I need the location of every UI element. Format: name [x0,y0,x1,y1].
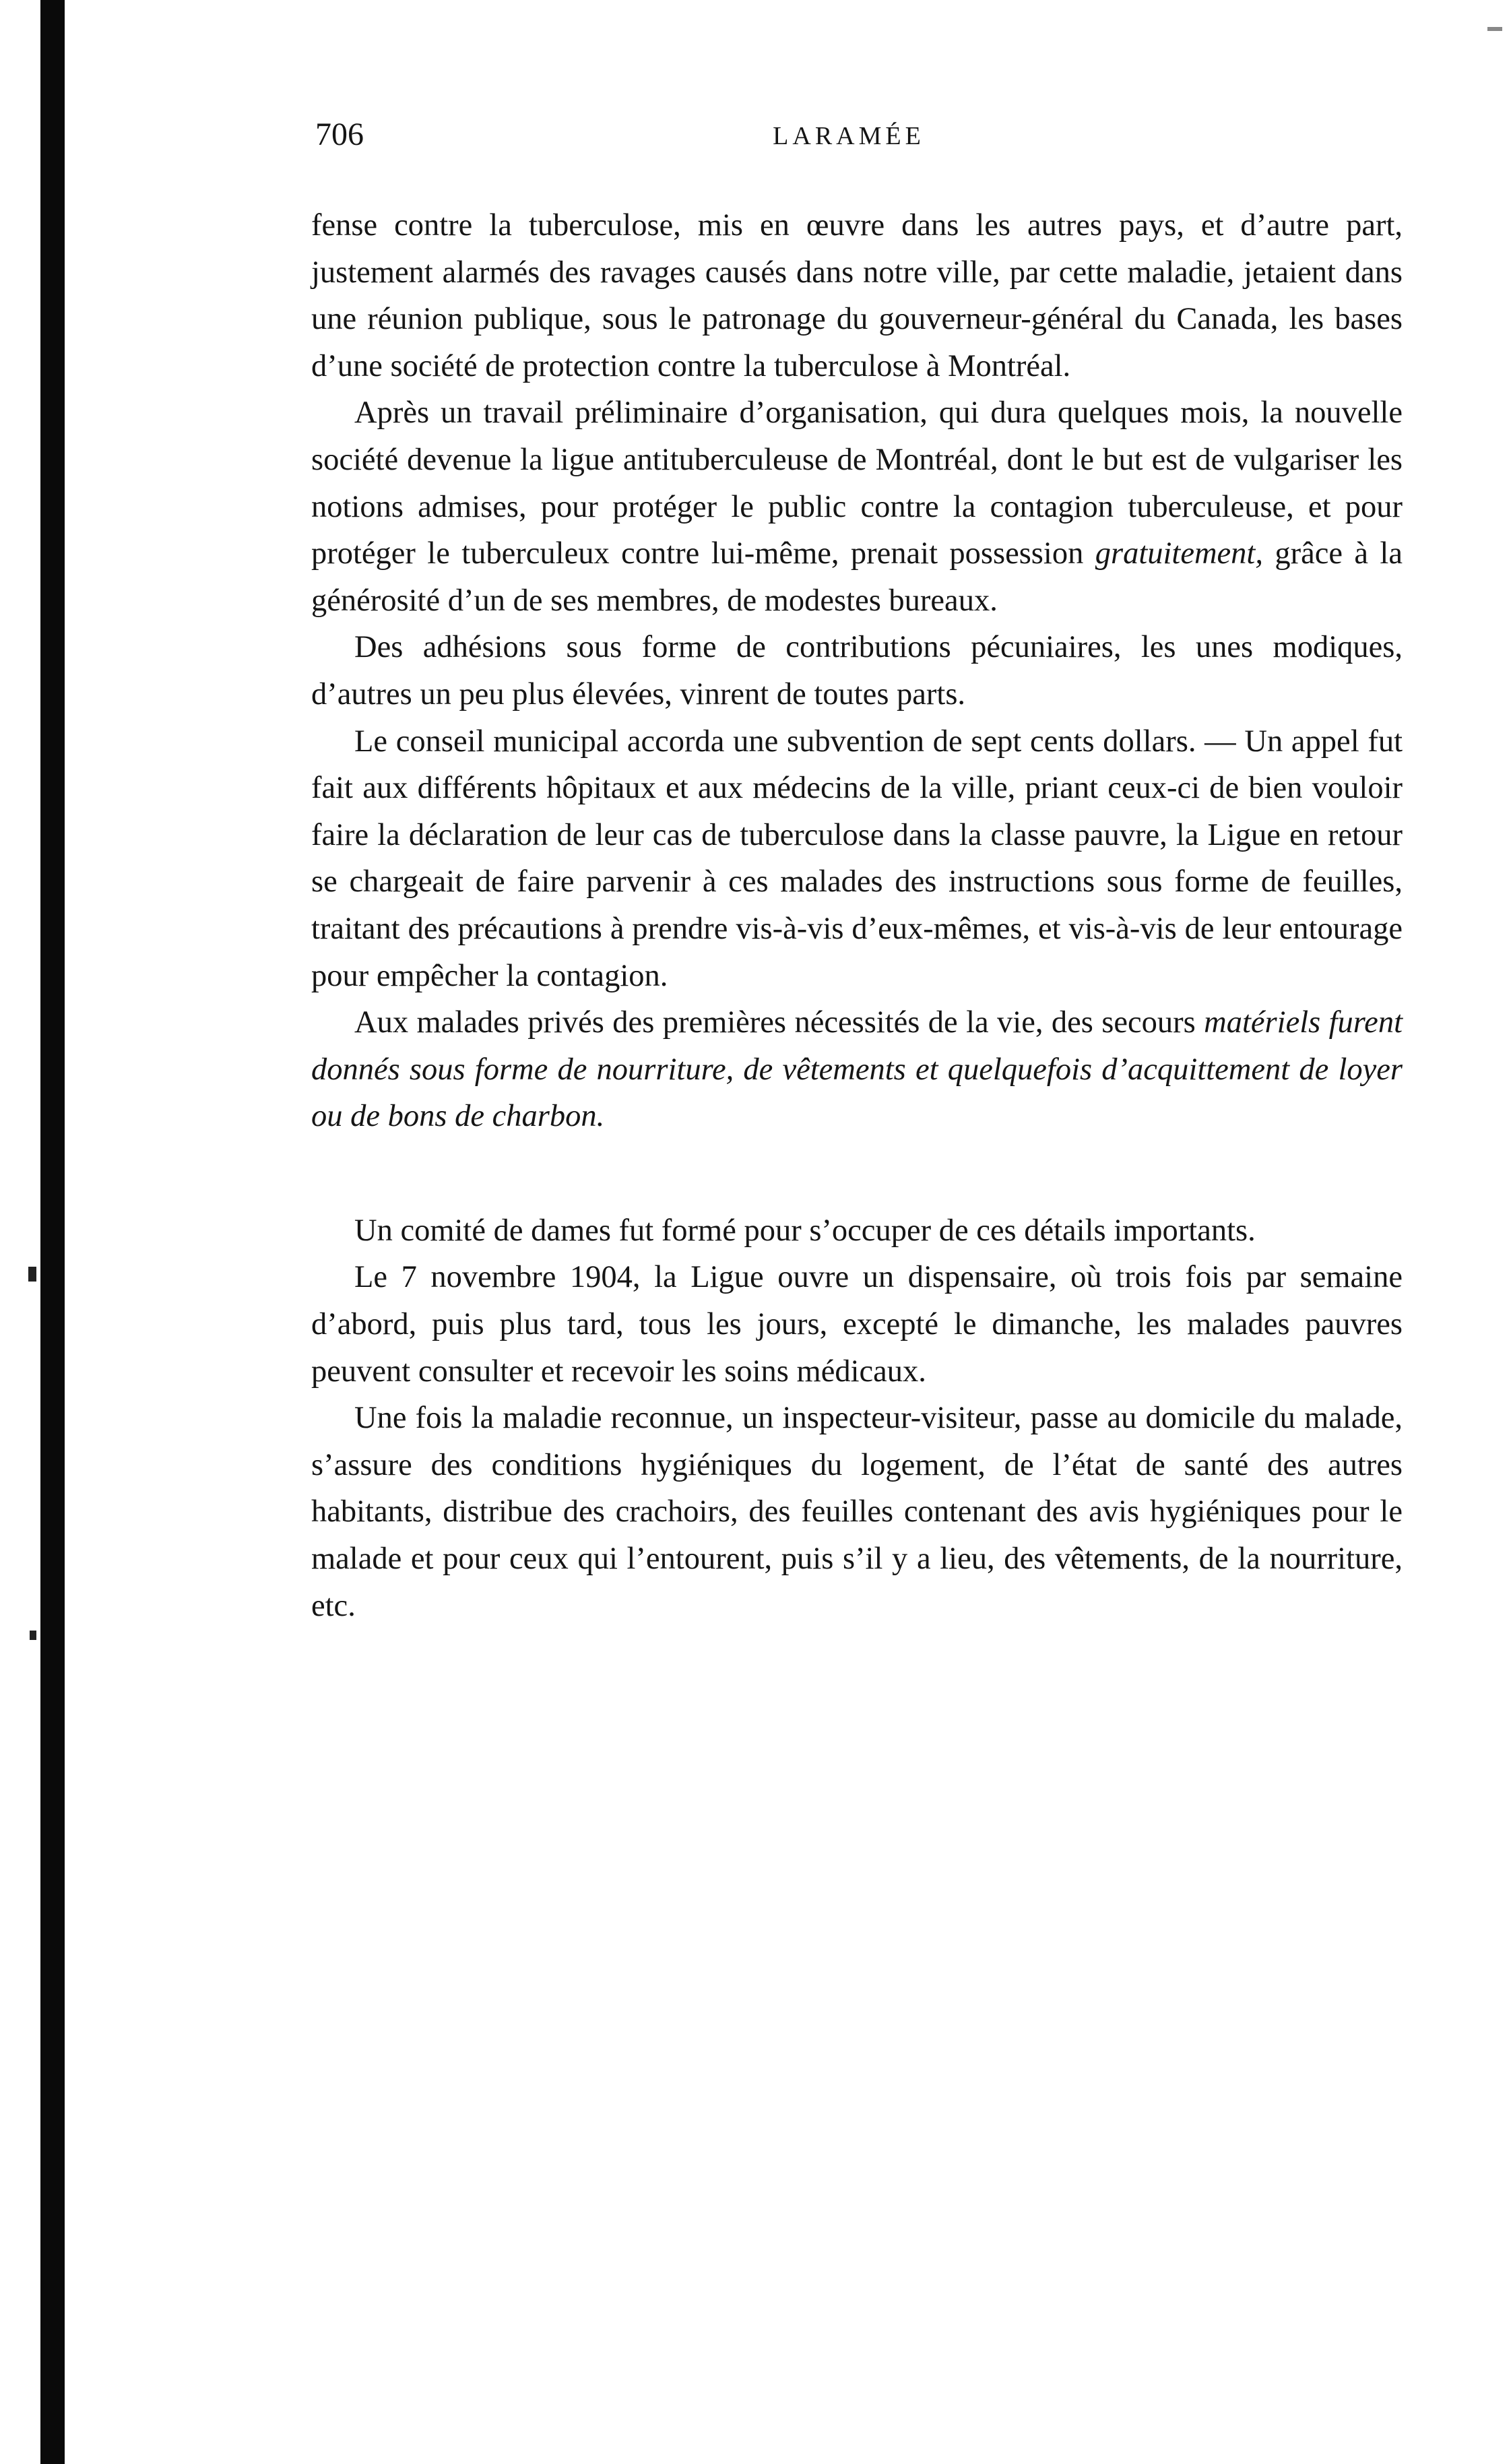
text-run: Aux malades privés des premières nécessités de la vie, des secours [354,1005,1204,1040]
paragraph [311,999,1403,1140]
body-text [311,202,1403,1629]
paragraph: Le 7 novembre 1904, la Ligue ouvre un dispensaire, où trois fois par semaine d’abord, puis plus tard, tous les jours, excepté le dimanche, les malades pauvres peuvent consulter et recevoir les soins médicaux. [311,1260,1403,1389]
paragraph: fense contre la tuberculose, mis en œuvre dans les autres pays, et d’autre part, justement alarmés des ravages causés dans notre ville, par cette maladie, jetaient dans une réunion publique, sous le patronage du gouverneur-général du Canada, les bases d’une société de protection contre la tuberculose à Montréal. [311,208,1403,383]
page-header [0,101,1511,155]
paragraph: Le conseil municipal accorda une subvention de sept cents dollars. — Un appel fut fait aux différents hôpitaux et aux médecins de la ville, priant ceux-ci de bien vouloir faire la déclaration de leur cas de tuberculose dans la classe pauvre, la Ligue en retour se chargeait de faire parvenir à ces malades des instructions sous forme de feuilles, traitant des précautions à prendre vis-à-vis d’eux-mêmes, et vis-à-vis de leur entourage pour empêcher la contagion. [311,724,1403,993]
paragraph: Des adhésions sous forme de contributions pécuniaires, les unes modiques, d’autres un peu plus élevées, vinrent de toutes parts. [311,630,1403,712]
paragraph: Une fois la maladie reconnue, un inspecteur-visiteur, passe au domicile du malade, s’assure des conditions hygiéniques du logement, de l’état de santé des autres habitants, distribue des crachoirs, des feuilles contenant des avis hygiéniques pour le malade et pour ceux qui l’entourent, puis s’il y a lieu, des vêtements, de la nourriture, etc. [311,1401,1403,1623]
paragraph [311,389,1403,624]
book-binding-edge [40,0,65,2464]
scan-speck [1487,27,1502,31]
text-run: grâce à la générosité d’un de ses membres, de modestes bureaux. [311,536,1403,618]
scan-speck [28,1267,36,1282]
text-run: Après un travail préliminaire d’organisation, qui dura quelques mois, la nouvelle société devenue la ligue antituberculeuse de Montréal, dont le but est de vulgariser les notions admises, pour protéger le public contre la contagion tuberculeuse, et pour protéger le tuberculeux contre lui-même, prenait possession [311,396,1403,571]
scan-speck [30,1631,36,1640]
page-number: 706 [315,117,364,152]
italic-text: matériels furent donnés sous forme de nourriture, de vêtements et quelquefois d’acquittement de loyer ou de bons de charbon. [311,1005,1403,1134]
paragraph: Un comité de dames fut formé pour s’occuper de ces détails importants. [354,1213,1256,1248]
running-head: LARAMÉE [773,122,925,150]
italic-text: gratuitement, [1095,536,1263,571]
